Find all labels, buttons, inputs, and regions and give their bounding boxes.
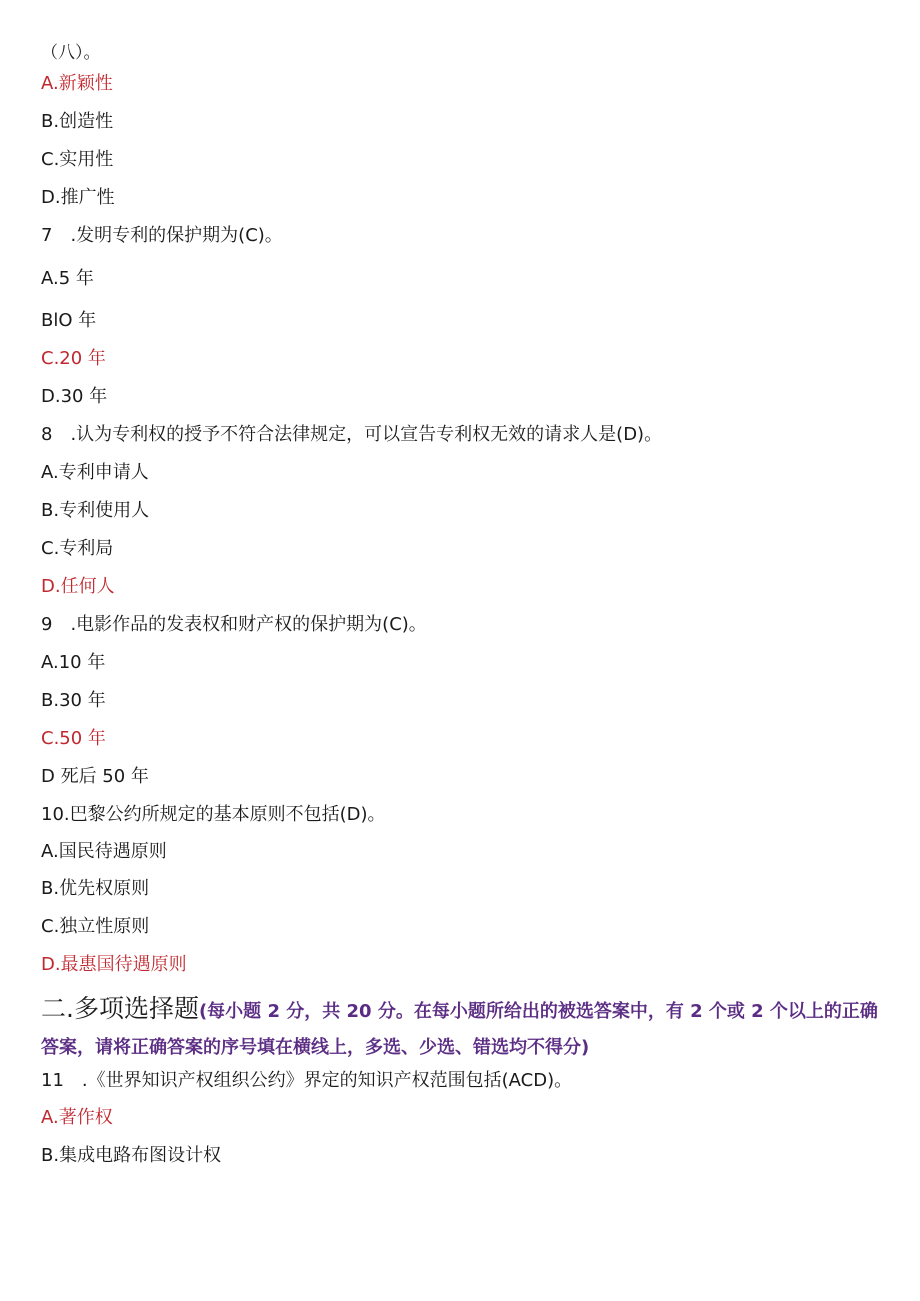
- option: D.30 年: [41, 386, 108, 407]
- option: A.专利申请人: [41, 462, 149, 483]
- answer-option: D.最惠国待遇原则: [41, 954, 187, 975]
- section-heading: [41, 991, 886, 1066]
- option: BlO 年: [41, 310, 97, 331]
- option: D.推广性: [41, 187, 115, 208]
- option: B.专利使用人: [41, 500, 150, 521]
- answer-option: C.50 年: [41, 728, 106, 749]
- question-stem-tail: （八）。: [41, 43, 101, 63]
- option: A.10 年: [41, 652, 106, 673]
- option: C.专利局: [41, 538, 114, 559]
- section-title: 二.多项选择题: [41, 994, 199, 1023]
- option: B.30 年: [41, 690, 106, 711]
- option: B.集成电路布图设计权: [41, 1145, 222, 1166]
- option: B.创造性: [41, 111, 114, 132]
- answer-option: A.新颖性: [41, 73, 113, 94]
- section-instructions: (每小题 2 分，共 20 分。在每小题所给出的被选答案中，有 2 个或 2 个以上的正确答案，请将正确答案的序号填在横线上，多选、少选、错选均不得分): [41, 1001, 878, 1058]
- option: D 死后 50 年: [41, 766, 149, 787]
- question-10: 10.巴黎公约所规定的基本原则不包括(D)。: [41, 804, 386, 825]
- question-7: 7 .发明专利的保护期为(C)。: [41, 225, 283, 246]
- option: C.实用性: [41, 149, 114, 170]
- answer-option: C.20 年: [41, 348, 106, 369]
- option: A.国民待遇原则: [41, 841, 167, 862]
- question-8: 8 .认为专利权的授予不符合法律规定，可以宣告专利权无效的请求人是(D)。: [41, 424, 663, 445]
- question-9: 9 .电影作品的发表权和财产权的保护期为(C)。: [41, 614, 427, 635]
- answer-option: D.任何人: [41, 576, 115, 597]
- option: C.独立性原则: [41, 916, 150, 937]
- option: B.优先权原则: [41, 878, 150, 899]
- answer-option: A.著作权: [41, 1107, 113, 1128]
- option: A.5 年: [41, 268, 94, 289]
- question-11: 11 .《世界知识产权组织公约》界定的知识产权范围包括(ACD)。: [41, 1070, 573, 1091]
